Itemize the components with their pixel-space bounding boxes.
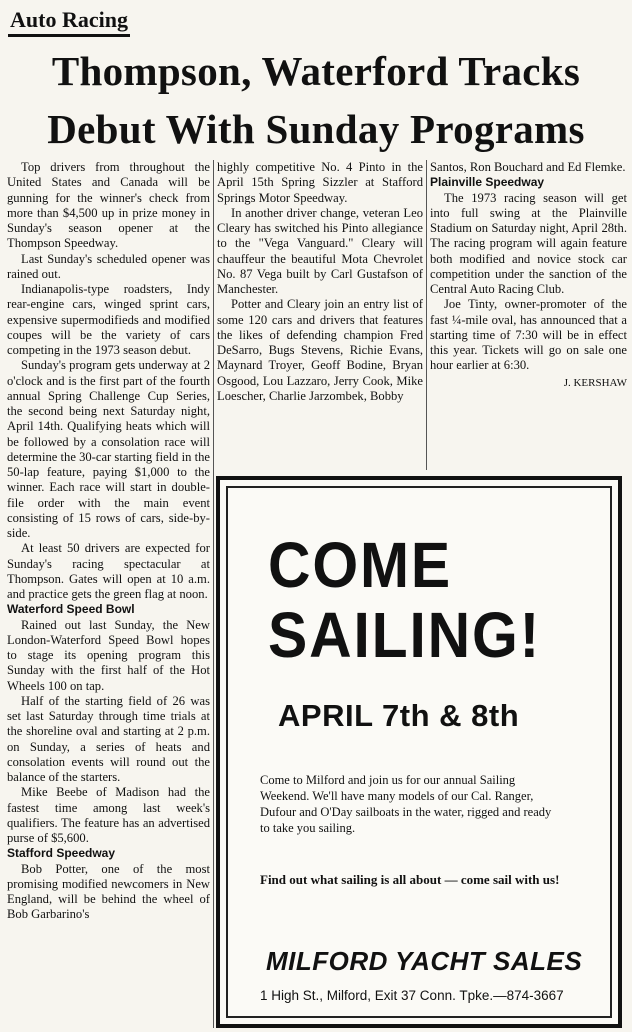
article-column-3 [430,160,627,480]
paragraph: Joe Tinty, owner-promoter of the fast ¼-mile oval, has announced that a starting time of 7:30 will be in effect this year. Tickets will go on sale one hour earlier at 6:30. [430,297,627,373]
ad-brand-name: MILFORD YACHT SALES [266,946,583,976]
ad-headline-sailing: SAILING! [268,599,542,671]
section-kicker: Auto Racing [8,6,130,37]
subhead-waterford: Waterford Speed Bowl [7,602,135,617]
article-column-1 [7,160,210,1032]
column-rule [426,160,427,470]
paragraph: Mike Beebe of Madison had the fastest time among last week's qualifiers. The feature has an advertised purse of $5,600. [7,785,210,845]
ad-address: 1 High St., Milford, Exit 37 Conn. Tpke.—874-3667 [260,988,564,1003]
paragraph: In another driver change, veteran Leo Cleary has switched his Pinto allegiance to the "Vega Vanguard." Cleary will chauffeur the beautiful Mota Chevrolet No. 87 Vega built by Carl Gustafson of Manchester. [217,205,423,296]
column-rule [213,160,214,1028]
paragraph: Santos, Ron Bouchard and Ed Flemke. [430,160,626,174]
paragraph: Sunday's program gets underway at 2 o'clock and is the first part of the fourth annual Spring Challenge Cup Series, the second being next Saturday night, April 14th. Qualifying heats which will be followed by a consolation race will determine the 30-car starting field in the 50-lap feature, paying $1,000 to the winner. Each race will start in double-file order with the main event consisting of 15 rows of cars, side-by-side. [7,358,210,540]
article-column-2 [217,160,423,480]
paragraph: The 1973 racing season will get into full swing at the Plainville Stadium on Saturday night, April 28th. The racing program will again feature both modified and novice stock car competition under the sanction of the Central Auto Racing Club. [430,190,627,296]
paragraph: Bob Potter, one of the most promising modified newcomers in New England, will be behind the wheel of Bob Garbarino's [7,861,210,922]
headline-line-2: Debut With Sunday Programs [47,106,585,152]
paragraph: Potter and Cleary join an entry list of some 120 cars and drivers that features the likes of defending champion Fred DeSarro, Bugs Stevens, Richie Evans, Maynard Troyer, Geoff Bodine, Bryan Osgood, Lou Lazzaro, Jerry Cook, Mike Loescher, Charlie Jarzombek, Bobby [217,297,423,403]
ad-headline-come: COME [268,529,452,601]
paragraph: highly competitive No. 4 Pinto in the April 15th Spring Sizzler at Stafford Springs Motor Speedway. [217,160,423,205]
ad-body-text: Come to Milford and join us for our annual Sailing Weekend. We'll have many models of our Cal. Ranger, Dufour and O'Day sailboats in the water, rigged and ready to take you sailing. [260,773,552,835]
ad-dates: APRIL 7th & 8th [278,698,520,733]
paragraph: Half of the starting field of 26 was set last Saturday through time trials at the shoreline oval and starting at 2 p.m. on Sunday, a series of heats and consolation events will round out the balance of the starters. [7,693,210,784]
paragraph: Last Sunday's scheduled opener was rained out. [7,251,210,281]
subhead-stafford: Stafford Speedway [7,846,116,861]
paragraph: Top drivers from throughout the United States and Canada will be gunning for the winner's check from more than $4,500 up in prize money in Sunday's season opener at the Thompson Speedway. [7,160,210,251]
paragraph: At least 50 drivers are expected for Sunday's racing spectacular at Thompson. Gates will open at 10 a.m. and practice gets the green flag at noon. [7,541,210,601]
paragraph: Indianapolis-type roadsters, Indy rear-engine cars, winged sprint cars, expensive supermodifieds and modified coupes will be the variety of cars competing in the 1973 season debut. [7,282,210,357]
sailing-advertisement [216,476,622,1028]
headline-line-1: Thompson, Waterford Tracks [51,48,581,94]
paragraph: Rained out last Sunday, the New London-Waterford Speed Bowl hopes to stage its opening program this Sunday with the first half of the Hot Wheels 100 on tap. [7,617,210,693]
ad-call-to-action: Find out what sailing is all about — come sail with us! [260,872,560,887]
subhead-plainville: Plainville Speedway [430,175,545,190]
byline: J. KERSHAW [563,376,627,389]
